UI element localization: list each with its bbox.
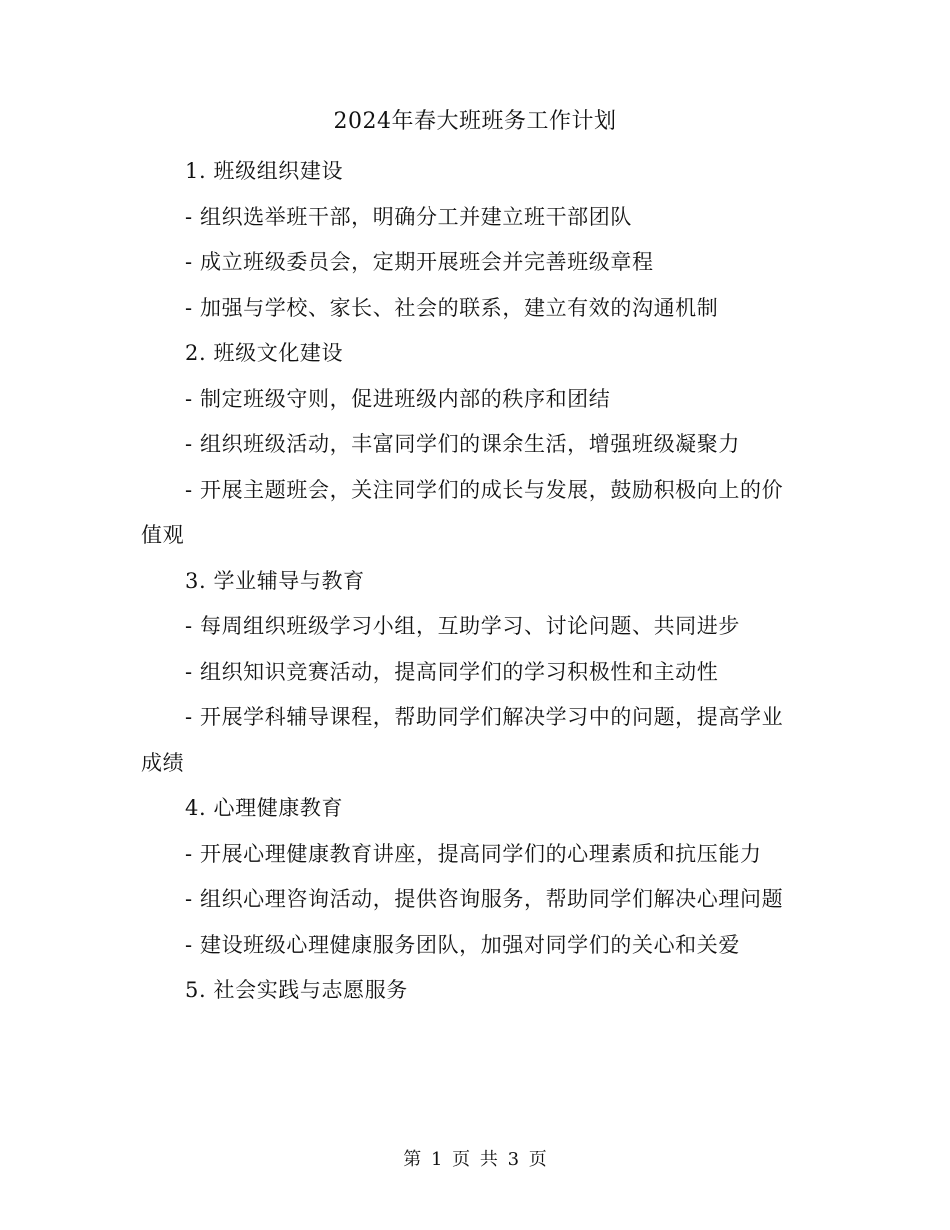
page-footer: 第 1 页 共 3 页 xyxy=(403,1149,547,1170)
list-item: - 加强与学校、家长、社会的联系，建立有效的沟通机制 xyxy=(185,295,719,320)
list-item: - 开展主题班会，关注同学们的成长与发展，鼓励积极向上的价值观 xyxy=(141,477,784,547)
section-heading: 5. 社会实践与志愿服务 xyxy=(185,978,408,1002)
section-heading: 2. 班级文化建设 xyxy=(185,341,344,365)
list-item: - 开展心理健康教育讲座，提高同学们的心理素质和抗压能力 xyxy=(185,841,762,866)
section-heading: 3. 学业辅导与教育 xyxy=(185,568,365,593)
list-item: - 成立班级委员会，定期开展班会并完善班级章程 xyxy=(185,250,654,274)
list-item: - 组织选举班干部，明确分工并建立班干部团队 xyxy=(185,204,632,229)
list-item: - 组织知识竞赛活动，提高同学们的学习积极性和主动性 xyxy=(185,659,719,684)
list-item: - 组织心理咨询活动，提供咨询服务，帮助同学们解决心理问题 xyxy=(185,887,784,911)
list-item: - 每周组织班级学习小组，互助学习、讨论问题、共同进步 xyxy=(185,614,740,638)
list-item: - 组织班级活动，丰富同学们的课余生活，增强班级凝聚力 xyxy=(185,432,740,456)
document-title: 2024年春大班班务工作计划 xyxy=(333,109,617,134)
list-item: - 建设班级心理健康服务团队，加强对同学们的关心和关爱 xyxy=(185,932,740,957)
list-item: - 开展学科辅导课程，帮助同学们解决学习中的问题，提高学业成绩 xyxy=(141,705,784,775)
list-item: - 制定班级守则，促进班级内部的秩序和团结 xyxy=(185,386,611,411)
section-heading: 1. 班级组织建设 xyxy=(185,159,344,183)
section-heading: 4. 心理健康教育 xyxy=(185,796,344,820)
document-body xyxy=(141,149,801,1014)
